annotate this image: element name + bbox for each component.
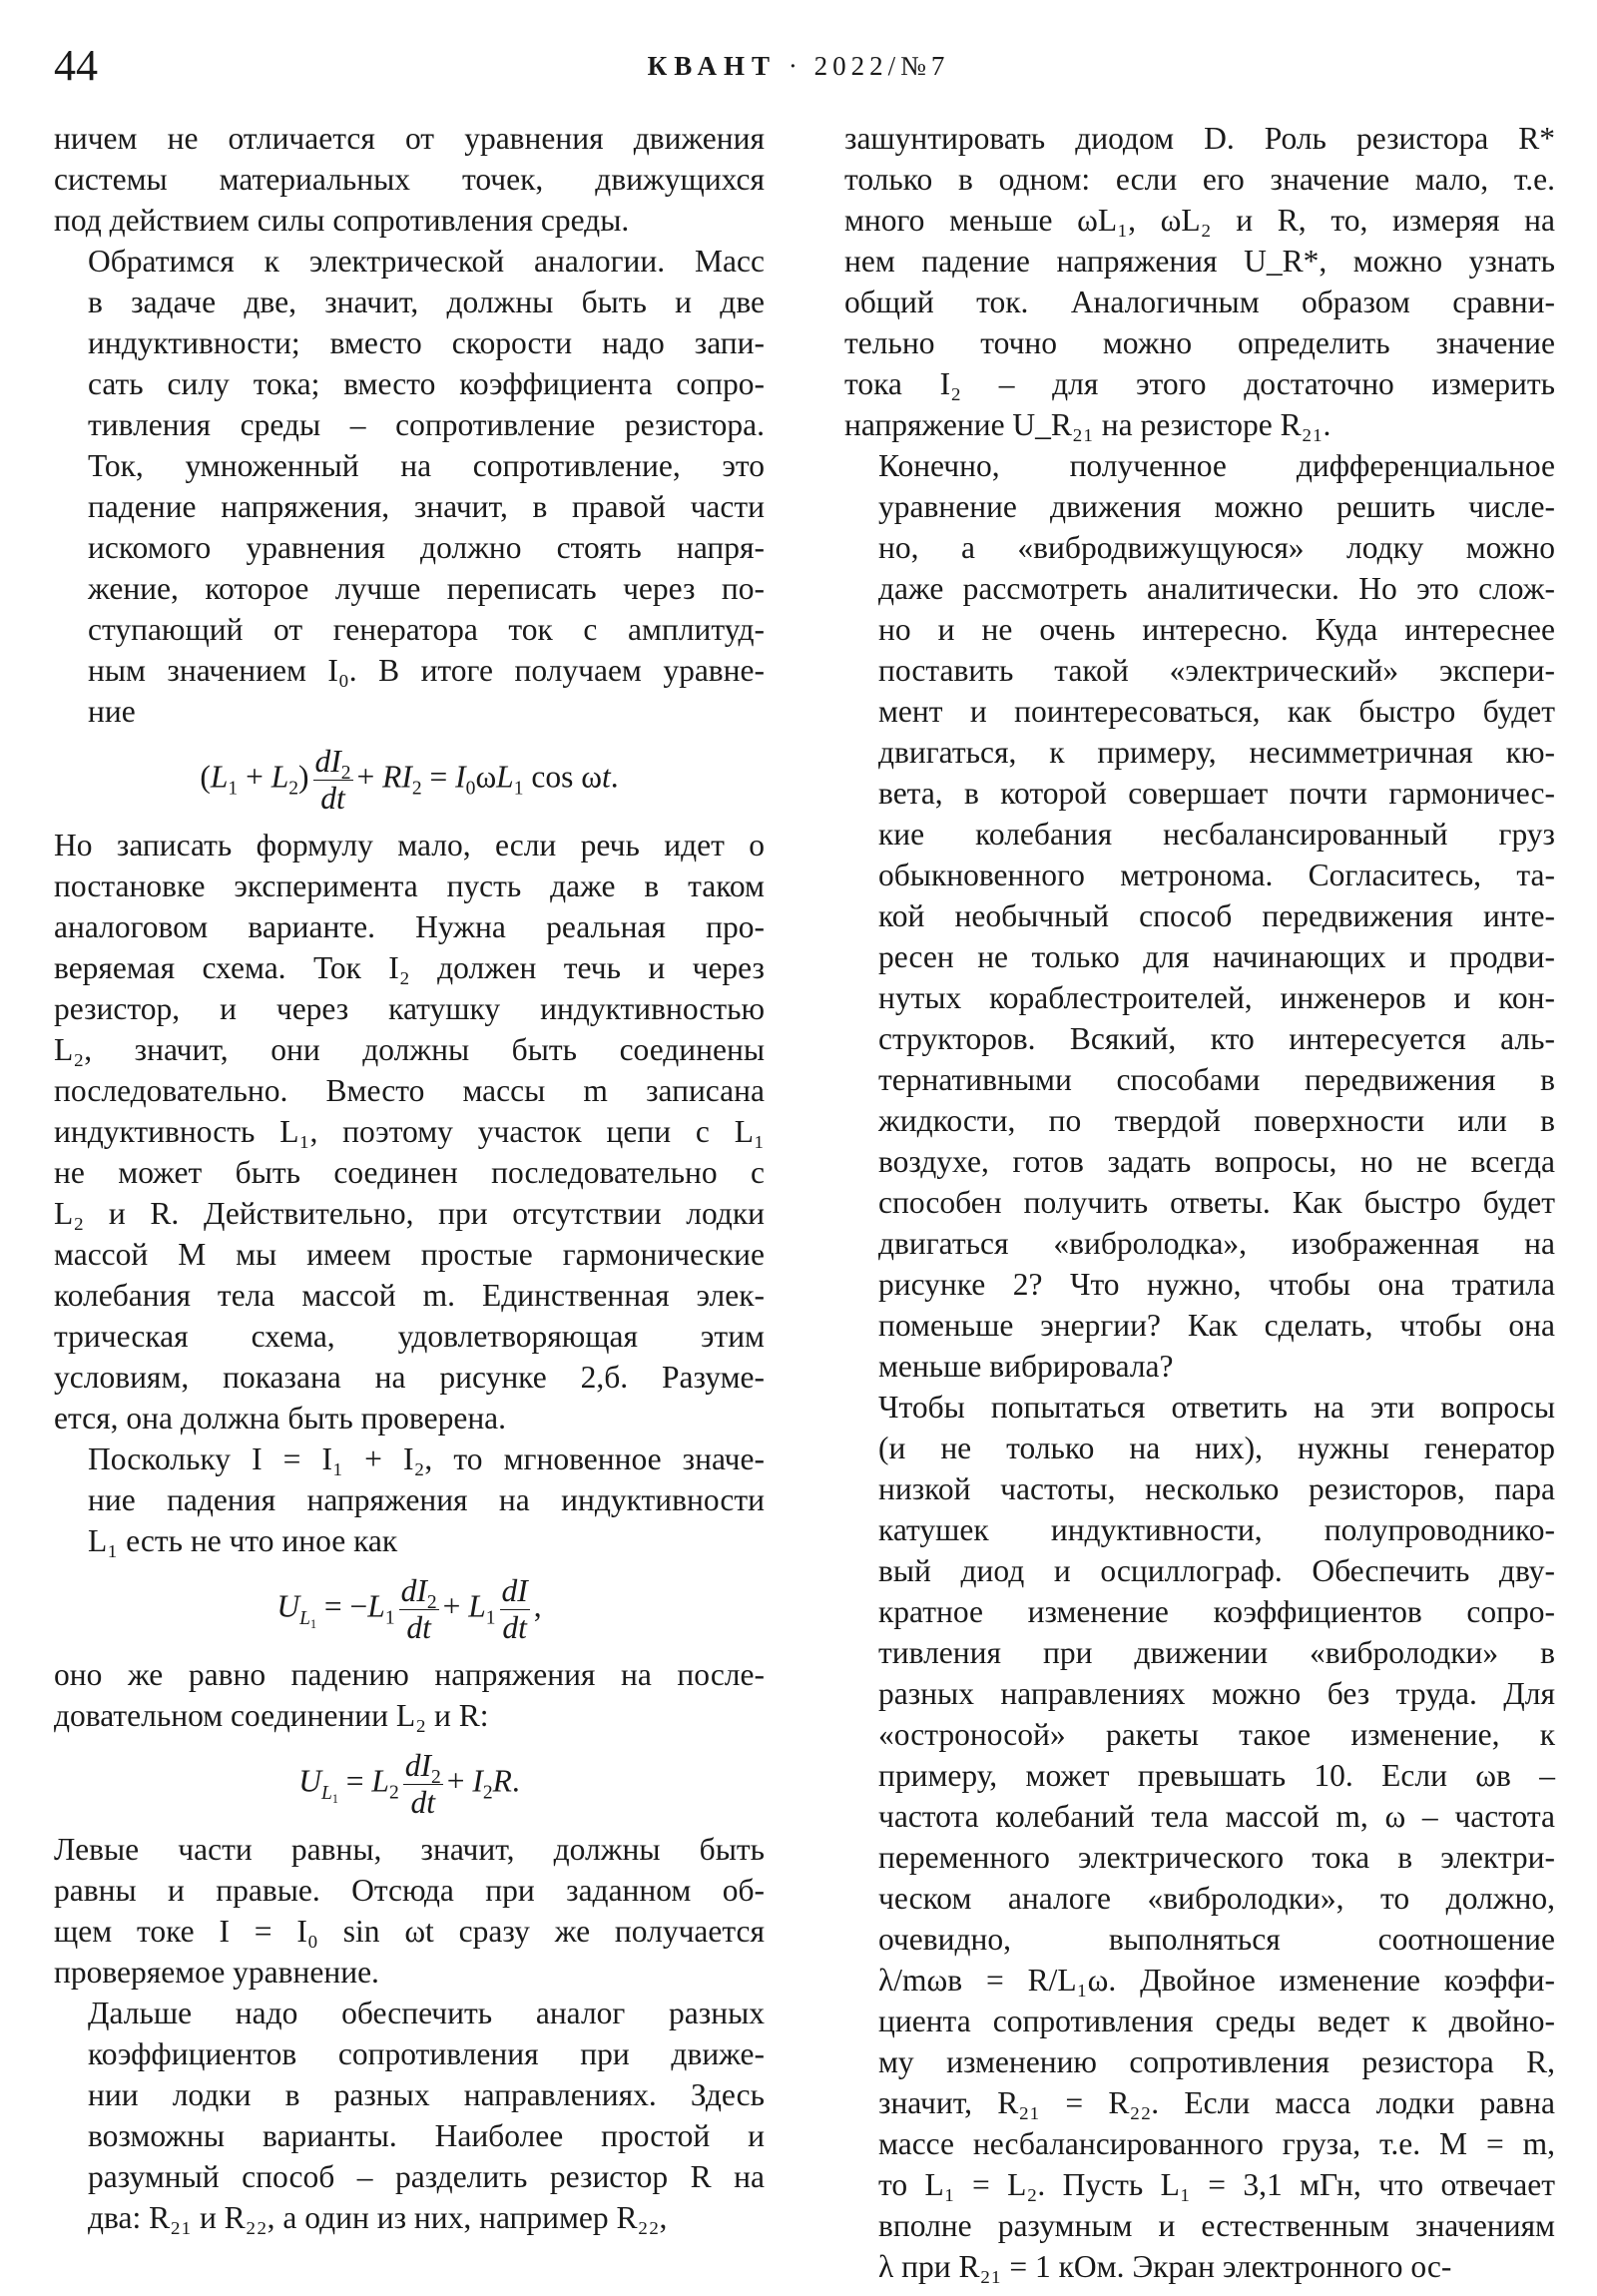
text-line: поставить такой «электрический» экспери- [878, 653, 1555, 688]
text-line: ние [88, 694, 136, 729]
paragraph [54, 241, 765, 732]
text-line: ресен не только для начинающих и продви- [878, 939, 1555, 974]
text-line: L₂, значит, они должны быть соединены [54, 1032, 765, 1067]
text-line: вполне разумным и естественным значениям [878, 2208, 1555, 2243]
issue-number: 2022/№7 [813, 51, 950, 81]
text-line: вета, в которой совершает почти гармоничес- [878, 776, 1555, 811]
text-line: значит, R₂₁ = R₂₂. Если масса лодки равна [878, 2085, 1555, 2120]
text-line: то L₁ = L₂. Пусть L₁ = 3,1 мГн, что отвечает [878, 2167, 1555, 2202]
text-line: Ток, умноженный на сопротивление, это [88, 448, 765, 483]
text-line: но, а «вибродвижущуюся» лодку можно [878, 530, 1555, 565]
text-line: ется, она должна быть проверена. [54, 1401, 507, 1435]
text-line: возможны варианты. Наиболее простой и [88, 2118, 765, 2153]
text-line: примеру, может превышать 10. Если ωв – [878, 1758, 1555, 1793]
text-line: Обратимся к электрической аналогии. Масс [88, 244, 765, 279]
text-line: тивления среды – сопротивление резистора. [88, 407, 765, 442]
paragraph [54, 1654, 765, 1736]
text-line: тельно точно можно определить значение [844, 325, 1555, 360]
text-line: кой необычный способ передвижения инте- [878, 898, 1555, 933]
text-line: веряемая схема. Ток I₂ должен течь и через [54, 950, 765, 985]
text-line: ничем не отличается от уравнения движения [54, 121, 765, 156]
text-line: способен получить ответы. Как быстро будет [878, 1185, 1555, 1220]
text-line: Конечно, полученное дифференциальное [878, 448, 1555, 483]
text-line: λ/mωв = R/L₁ω. Двойное изменение коэффи- [878, 1963, 1555, 1998]
text-line: «остроносой» ракеты такое изменение, к [878, 1717, 1555, 1752]
text-line: массой M мы имеем простые гармонические [54, 1237, 765, 1272]
text-line: нии лодки в разных направлениях. Здесь [88, 2077, 765, 2112]
text-line: аналоговом варианте. Нужна реальная про- [54, 909, 765, 944]
text-line: зашунтировать диодом D. Роль резистора R* [844, 121, 1555, 156]
paragraph [844, 445, 1555, 1387]
equation-2: $U_{L_1} = -L_1$ $\frac{dI_2}{dt}$ + $L_1$ $\frac{dI}{dt}$ , [276, 1573, 542, 1645]
text-line: уравнение движения можно решить числе- [878, 489, 1555, 524]
text-line: нутых кораблестроителей, инженеров и кон- [878, 980, 1555, 1015]
left-column [54, 118, 765, 2238]
page-number: 44 [54, 41, 98, 90]
text-line: тернативными способами передвижения в [878, 1062, 1555, 1097]
text-line: L₂ и R. Действительно, при отсутствии лодки [54, 1196, 765, 1231]
text-line: два: R₂₁ и R₂₂, а один из них, например R₂₂, [88, 2200, 668, 2235]
text-line: постановке эксперимента пусть даже в таком [54, 868, 765, 903]
text-line: L₁ есть не что иное как [88, 1523, 398, 1558]
text-line: структоров. Всякий, кто интересуется аль- [878, 1021, 1555, 1056]
text-line: сать силу тока; вместо коэффициента сопро- [88, 366, 765, 401]
text-line: му изменению сопротивления резистора R, [878, 2044, 1555, 2079]
paragraph [844, 118, 1555, 445]
text-line: индуктивности; вместо скорости надо запи- [88, 325, 765, 360]
text-line: нем падение напряжения U_R*, можно узнать [844, 244, 1555, 279]
equation-1: $(L_1 + L_2)$ $\frac{dI_2}{dt}$ + $RI_2 = I_0\omega L_1$ cos ωt. [200, 744, 619, 816]
text-line: проверяемое уравнение. [54, 1955, 379, 1990]
text-line: меньше вибрировала? [878, 1349, 1174, 1384]
text-line: но и не очень интересно. Куда интереснее [878, 612, 1555, 647]
text-line: тока I₂ – для этого достаточно измерить [844, 366, 1555, 401]
text-line: кие колебания несбалансированный груз [878, 817, 1555, 852]
text-line: жидкости, по твердой поверхности или в [878, 1103, 1555, 1138]
text-line: двигаться, к примеру, несимметричная кю- [878, 735, 1555, 770]
text-line: даже рассмотреть аналитически. Но это слож- [878, 571, 1555, 606]
text-line: в задаче две, значит, должны быть и две [88, 285, 765, 319]
text-line: индуктивность L₁, поэтому участок цепи с L₁ [54, 1114, 765, 1149]
text-line: трическая схема, удовлетворяющая этим [54, 1319, 765, 1354]
text-line: последовательно. Вместо массы m записана [54, 1073, 765, 1108]
text-line: переменного электрического тока в электри- [878, 1840, 1555, 1875]
text-line: резистор, и через катушку индуктивностью [54, 991, 765, 1026]
text-line: обыкновенного метронома. Согласитесь, та- [878, 858, 1555, 892]
paragraph [54, 1993, 765, 2238]
text-line: Но записать формулу мало, если речь идет о [54, 828, 765, 862]
paragraph [54, 1438, 765, 1561]
paragraph [54, 825, 765, 1438]
text-line: циента сопротивления среды ведет к двойно- [878, 2004, 1555, 2038]
text-line: щем токе I = I₀ sin ωt сразу же получается [54, 1914, 765, 1949]
text-line: под действием силы сопротивления среды. [54, 203, 630, 238]
text-line: вый диод и осциллограф. Обеспечить дву- [878, 1553, 1555, 1588]
text-line: равны и правые. Отсюда при заданном об- [54, 1873, 765, 1908]
text-line: довательном соединении L₂ и R: [54, 1698, 489, 1733]
text-line: катушек индуктивности, полупроводнико- [878, 1512, 1555, 1547]
text-line: колебания тела массой m. Единственная элек- [54, 1278, 765, 1313]
text-line: λ при R₂₁ = 1 кОм. Экран электронного ос- [878, 2249, 1452, 2284]
text-line: поменьше энергии? Как сделать, чтобы она [878, 1308, 1555, 1343]
running-head-separator: · [788, 51, 802, 81]
text-line: (и не только на них), нужны генератор [878, 1431, 1555, 1465]
text-line: разных направлениях можно без труда. Для [878, 1676, 1555, 1711]
text-line: условиям, показана на рисунке 2,б. Разуме- [54, 1360, 765, 1395]
paragraph [54, 1829, 765, 1993]
text-line: только в одном: если его значение мало, т.е. [844, 162, 1555, 197]
text-line: искомого уравнения должно стоять напря- [88, 530, 765, 565]
text-line: низкой частоты, несколько резисторов, пара [878, 1471, 1555, 1506]
text-line: коэффициентов сопротивления при движе- [88, 2036, 765, 2071]
text-line: системы материальных точек, движущихся [54, 162, 765, 197]
text-line: тивления при движении «вибролодки» в [878, 1635, 1555, 1670]
text-line: жение, которое лучше переписать через по- [88, 571, 765, 606]
text-line: Поскольку I = I₁ + I₂, то мгновенное значе- [88, 1441, 765, 1476]
equation-3: $U_{L_1} = L_2$ $\frac{dI_2}{dt}$ + $I_2R$. [298, 1748, 520, 1820]
text-line: напряжение U_R₂₁ на резисторе R₂₁. [844, 407, 1331, 442]
text-line: оно же равно падению напряжения на после- [54, 1657, 765, 1692]
text-line: воздухе, готов задать вопросы, но не всегда [878, 1144, 1555, 1179]
text-line: двигаться «вибролодка», изображенная на [878, 1226, 1555, 1261]
right-column [844, 118, 1555, 2287]
text-line: ным значением I₀. В итоге получаем уравне- [88, 653, 765, 688]
text-line: ступающий от генератора ток с амплитуд- [88, 612, 765, 647]
text-line: много меньше ωL₁, ωL₂ и R, то, измеряя на [844, 203, 1555, 238]
text-line: Левые части равны, значит, должны быть [54, 1832, 765, 1867]
text-line: Дальше надо обеспечить аналог разных [88, 1996, 765, 2030]
text-line: Чтобы попытаться ответить на эти вопросы [878, 1390, 1555, 1425]
paragraph [844, 1387, 1555, 2287]
text-line: общий ток. Аналогичным образом сравни- [844, 285, 1555, 319]
text-line: частота колебаний тела массой m, ω – частота [878, 1799, 1555, 1834]
text-line: падение напряжения, значит, в правой части [88, 489, 765, 524]
text-line: массе несбалансированного груза, т.е. M = m, [878, 2126, 1555, 2161]
text-line: не может быть соединен последовательно с [54, 1155, 765, 1190]
journal-title: КВАНТ [647, 51, 778, 81]
text-line: кратное изменение коэффициентов сопро- [878, 1594, 1555, 1629]
running-head [0, 46, 1597, 86]
text-line: разумный способ – разделить резистор R на [88, 2159, 765, 2194]
text-line: ние падения напряжения на индуктивности [88, 1482, 765, 1517]
text-line: мент и поинтересоваться, как быстро будет [878, 694, 1555, 729]
text-line: очевидно, выполняться соотношение [878, 1922, 1555, 1957]
paragraph [54, 118, 765, 241]
text-line: ческом аналоге «вибролодки», то должно, [878, 1881, 1555, 1916]
text-line: рисунке 2? Что нужно, чтобы она тратила [878, 1267, 1555, 1302]
